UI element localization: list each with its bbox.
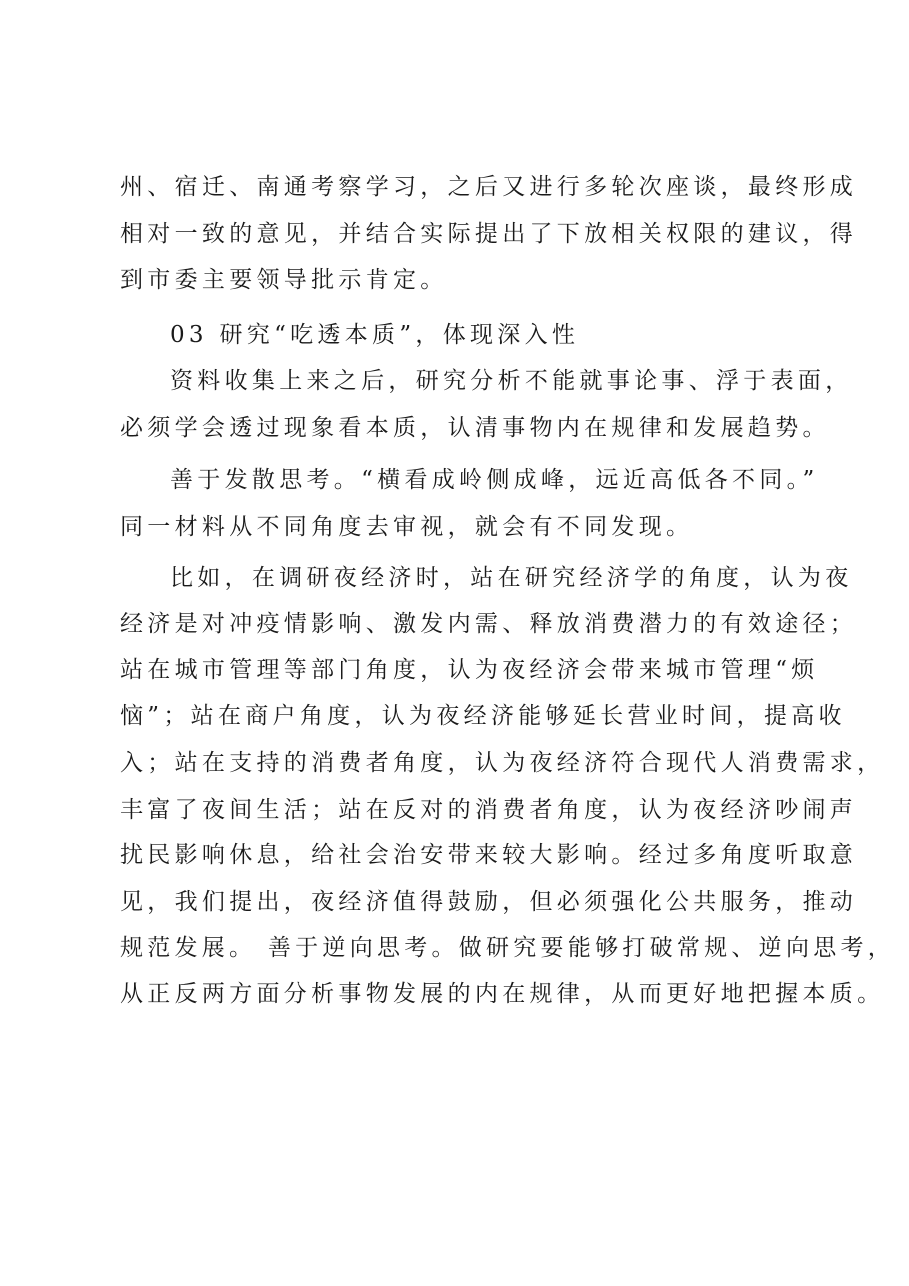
- text-line: 站在城市管理等部门角度，认为夜经济会带来城市管理“烦: [120, 657, 819, 683]
- text-line: 州、宿迁、南通考察学习，之后又进行多轮次座谈，最终形成: [120, 174, 858, 200]
- text-line: 见，我们提出，夜经济值得鼓励，但必须强化公共服务，推动: [120, 889, 858, 915]
- text-line: 从正反两方面分析事物发展的内在规律，从而更好地把握本质。: [120, 981, 885, 1007]
- text-line: 丰富了夜间生活；站在反对的消费者角度，认为夜经济吵闹声: [120, 797, 858, 823]
- text-line: 规范发展。 善于逆向思考。做研究要能够打破常规、逆向思考，: [120, 935, 896, 961]
- text-line: 相对一致的意见，并结合实际提出了下放相关权限的建议，得: [120, 221, 858, 247]
- text-line: 同一材料从不同角度去审视，就会有不同发现。: [120, 514, 694, 540]
- text-line: 扰民影响休息，给社会治安带来较大影响。经过多角度听取意: [120, 842, 858, 868]
- text-line: 经济是对冲疫情影响、激发内需、释放消费潜力的有效途径；: [120, 611, 858, 637]
- text-line: 资料收集上来之后，研究分析不能就事论事、浮于表面，: [170, 368, 853, 394]
- text-line: 恼”；站在商户角度，认为夜经济能够延长营业时间，提高收: [120, 703, 846, 729]
- text-line: 到市委主要领导批示肯定。: [120, 267, 448, 293]
- text-line: 入；站在支持的消费者角度，认为夜经济符合现代人消费需求，: [120, 750, 885, 776]
- text-line: 比如，在调研夜经济时，站在研究经济学的角度，认为夜: [170, 565, 853, 591]
- text-line: 必须学会透过现象看本质，认清事物内在规律和发展趋势。: [120, 415, 830, 441]
- section-heading: 03 研究“吃透本质”，体现深入性: [170, 322, 580, 348]
- text-line: 善于发散思考。“横看成岭侧成峰，远近高低各不同。”: [170, 467, 819, 493]
